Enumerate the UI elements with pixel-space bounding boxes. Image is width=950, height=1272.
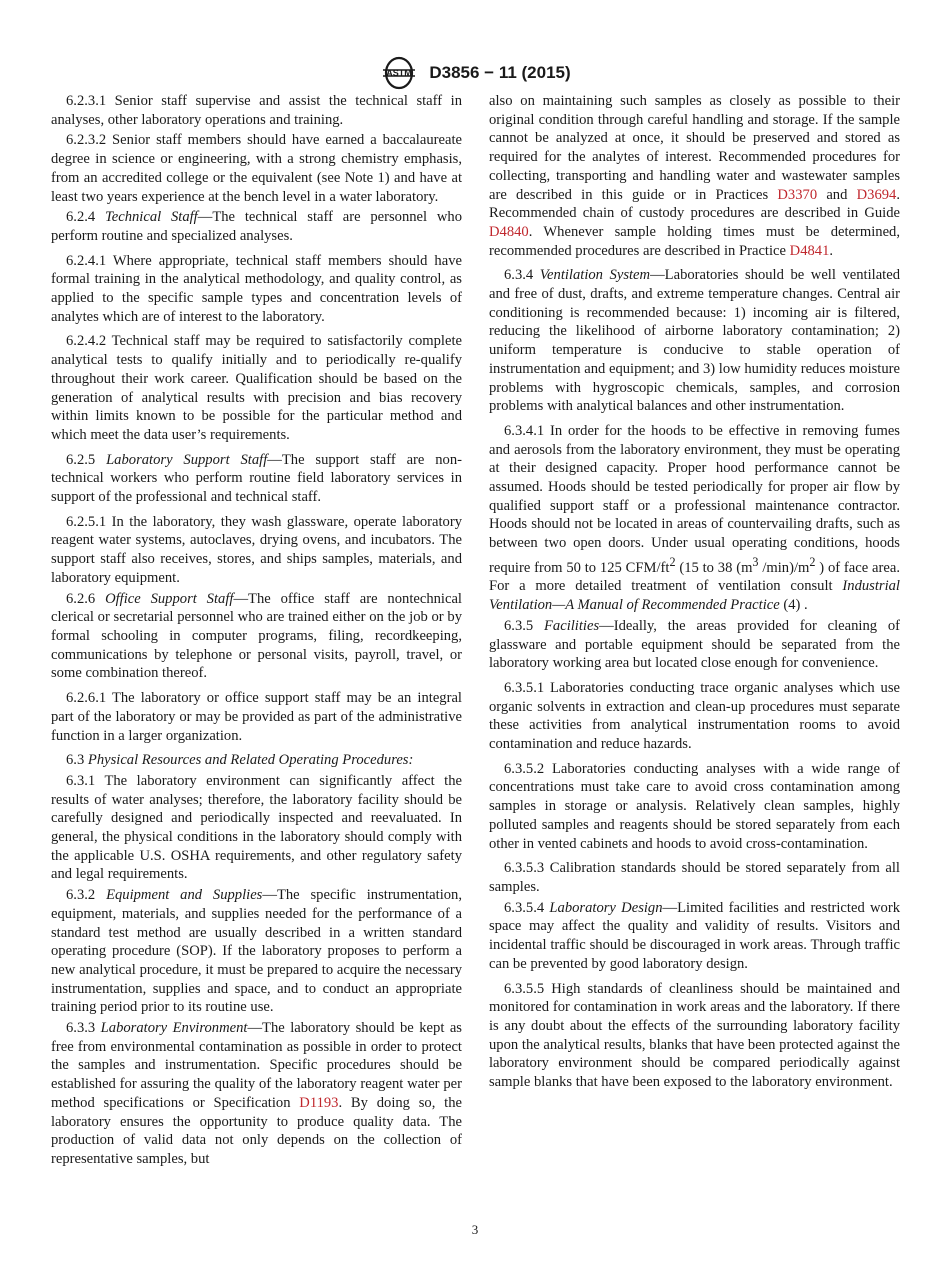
page-header	[0, 56, 950, 90]
paragraph-6-3-1: 6.3.1 The laboratory environment can significantly affect the results of water analyses; therefore, the laboratory facility should be carefully designed and periodically inspected and reevaluated. In general, the physical conditions in the laboratory should comply with the applicable U.S. OSHA requirements, and other regulatory safety and legal requirements.	[51, 772, 462, 883]
link-d3694[interactable]: D3694	[856, 186, 897, 203]
paragraph-continued: also on maintaining such samples as closely as possible to their original condition through careful handling and storage. If the sample cannot be analyzed at once, it should be preserved and stored as required for the analytes of interest. Recommended procedures for collecting, transporting and handling water and wastewater samples are described in this guide or in Practices D3370 and D3694. Recommended chain of custody procedures are described in Guide D4840. Whenever sample holding times must be determined, recommended procedures are described in Practice D4841.	[489, 93, 900, 259]
paragraph-6-3-2: 6.3.2 Equipment and Supplies—The specific instrumentation, equipment, materials, and supplies needed for the performance of a standard test method are usually described in a written standard operating procedure (SOP). If the laboratory proposes to perform a new analytical procedure, it must be prepared to acquire the necessary instrumentation, supplies and space, and to conduct an appropriate training period prior to its routine use.	[51, 887, 462, 1016]
paragraph-6-2-6-1: 6.2.6.1 The laboratory or office support staff may be an integral part of the laboratory or may be provided as part of the administrative function in a larger organization.	[51, 690, 462, 744]
paragraph-6-3-3: 6.3.3 Laboratory Environment—The laboratory should be kept as free from environmental contamination as possible in order to protect the samples and instrumentation. Specific procedures should be established for assuring the quality of the laboratory reagent water per method specifications or Specification D1193. By doing so, the laboratory ensures the opportunity to produce quality data. The production of valid data not only depends on the collection of representative samples, but	[51, 1020, 462, 1167]
paragraph-6-2-4: 6.2.4 Technical Staff—The technical staff are personnel who perform routine and specialized analyses.	[51, 209, 462, 244]
paragraph-6-2-5-1: 6.2.5.1 In the laboratory, they wash glassware, operate laboratory reagent water systems, autoclaves, drying ovens, and incubators. The support staff also receives, stores, and ships samples, materials, and laboratory equipment.	[51, 513, 462, 586]
paragraph-6-2-6: 6.2.6 Office Support Staff—The office staff are nontechnical clerical or secretarial personnel who are trained either on the job or by formal schooling in computer programs, filing, recordkeeping, communications by telephone or personal visits, payroll, travel, or some combination thereof.	[51, 590, 462, 682]
right-column	[489, 92, 900, 1094]
paragraph-6-3-5: 6.3.5 Facilities—Ideally, the areas provided for cleaning of glassware and portable equipment should be separated from the laboratory working area but located close enough for convenience.	[489, 617, 901, 672]
link-d4840[interactable]: D4840	[489, 223, 529, 240]
svg-text:ASTM: ASTM	[386, 68, 413, 78]
link-d3370[interactable]: D3370	[777, 186, 818, 203]
paragraph-6-2-3-1: 6.2.3.1 Senior staff supervise and assist the technical staff in analyses, other laboratory operations and training.	[51, 93, 462, 128]
paragraph-6-2-4-2: 6.2.4.2 Technical staff may be required to satisfactorily complete analytical tests to qualify initially and to periodically re-qualify throughout their work career. Qualification should be based on the generation of analytical results with precision and bias recovery within limits known to be possible for the particular method and which meet the data user’s requirements.	[51, 333, 462, 443]
paragraph-6-3-5-2: 6.3.5.2 Laboratories conducting analyses with a wide range of concentrations must take care to avoid cross contamination among samples in storage or analysis. Relatively clean samples, highly polluted samples and reagents should be stored separately from each other in vented cabinets and hoods to avoid cross-contamination.	[489, 760, 900, 852]
page-number: 3	[471, 1222, 479, 1237]
link-d4841[interactable]: D4841	[789, 242, 830, 259]
paragraph-6-3-5-4: 6.3.5.4 Laboratory Design—Limited facilities and restricted work space may affect the quality and validity of results. Visitors and incidental traffic should be discouraged in work areas. Through traffic can be prevented by good laboratory design.	[489, 899, 901, 972]
paragraph-6-2-4-1: 6.2.4.1 Where appropriate, technical staff members should have formal training in the analytical methodology, and quality control, as applied to the specific sample types and concentration levels of analytes which are of interest to the laboratory.	[51, 252, 462, 325]
paragraph-6-3-4-1: 6.3.4.1 In order for the hoods to be effective in removing fumes and aerosols from the laboratory environment, they must be operating at their designed capacity. Proper hood performance cannot be assumed. Hoods should be tested periodically for proper air flow by qualified support staff or a professional maintenance contractor. Hoods should not be located in areas of countervailing drafts, such as between two open doors. Under usual operating conditions, hoods require from 50 to 125 CFM/$ft^2$ (15 to 38 ($m^3$ $/\min)/m^2$ ) of face area. For a more detailed treatment of ventilation consult Industrial Ventilation—A Manual of Recommended Practice (4) .	[489, 422, 900, 614]
paragraph-6-3-4: 6.3.4 Ventilation System—Laboratories should be well ventilated and free of dust, drafts, and extreme temperature changes. Central air conditioning is recommended because: 1) incoming air is filtered, reducing the likelihood of airborne laboratory contamination; 2) uniform temperature is conducive to stable operation of instrumentation and equipment; and 3) low humidity reduces moisture problems with hygroscopic chemicals, samples, and corrosion problems with analytical balances and other instrumentation.	[489, 267, 900, 415]
document-id: D3856 − 11 (2015)	[429, 63, 571, 82]
paragraph-6-3-5-1: 6.3.5.1 Laboratories conducting trace organic analyses which use organic solvents in extraction and clean-up procedures must separate these activities from analytical instrumentation rooms to avoid contamination and reduce hazards.	[489, 679, 900, 753]
paragraph-6-2-5: 6.2.5 Laboratory Support Staff—The support staff are non-technical workers who perform routine field laboratory services in support of the professional and technical staff.	[51, 451, 463, 506]
left-column	[51, 92, 462, 1171]
paragraph-6-2-3-2: 6.2.3.2 Senior staff members should have earned a baccalaureate degree in science or engineering, with a strong chemistry emphasis, from an accredited college or the equivalent (see Note 1) and have at least two years experience at the bench level in a water laboratory.	[51, 132, 462, 205]
link-d1193[interactable]: D1193	[299, 1094, 339, 1111]
astm-logo-icon	[379, 56, 419, 90]
heading-6-3: 6.3 Physical Resources and Related Operating Procedures:	[66, 752, 414, 769]
paragraph-6-3-5-5: 6.3.5.5 High standards of cleanliness should be maintained and monitored for contamination in work areas and the laboratory. If there is any doubt about the effects of the surrounding laboratory facility upon the analytical results, blanks that have been protected against the laboratory environment should be compared periodically against sample blanks that have been exposed to the laboratory environment.	[489, 980, 900, 1091]
paragraph-6-3-5-3: 6.3.5.3 Calibration standards should be stored separately from all samples.	[489, 860, 900, 895]
